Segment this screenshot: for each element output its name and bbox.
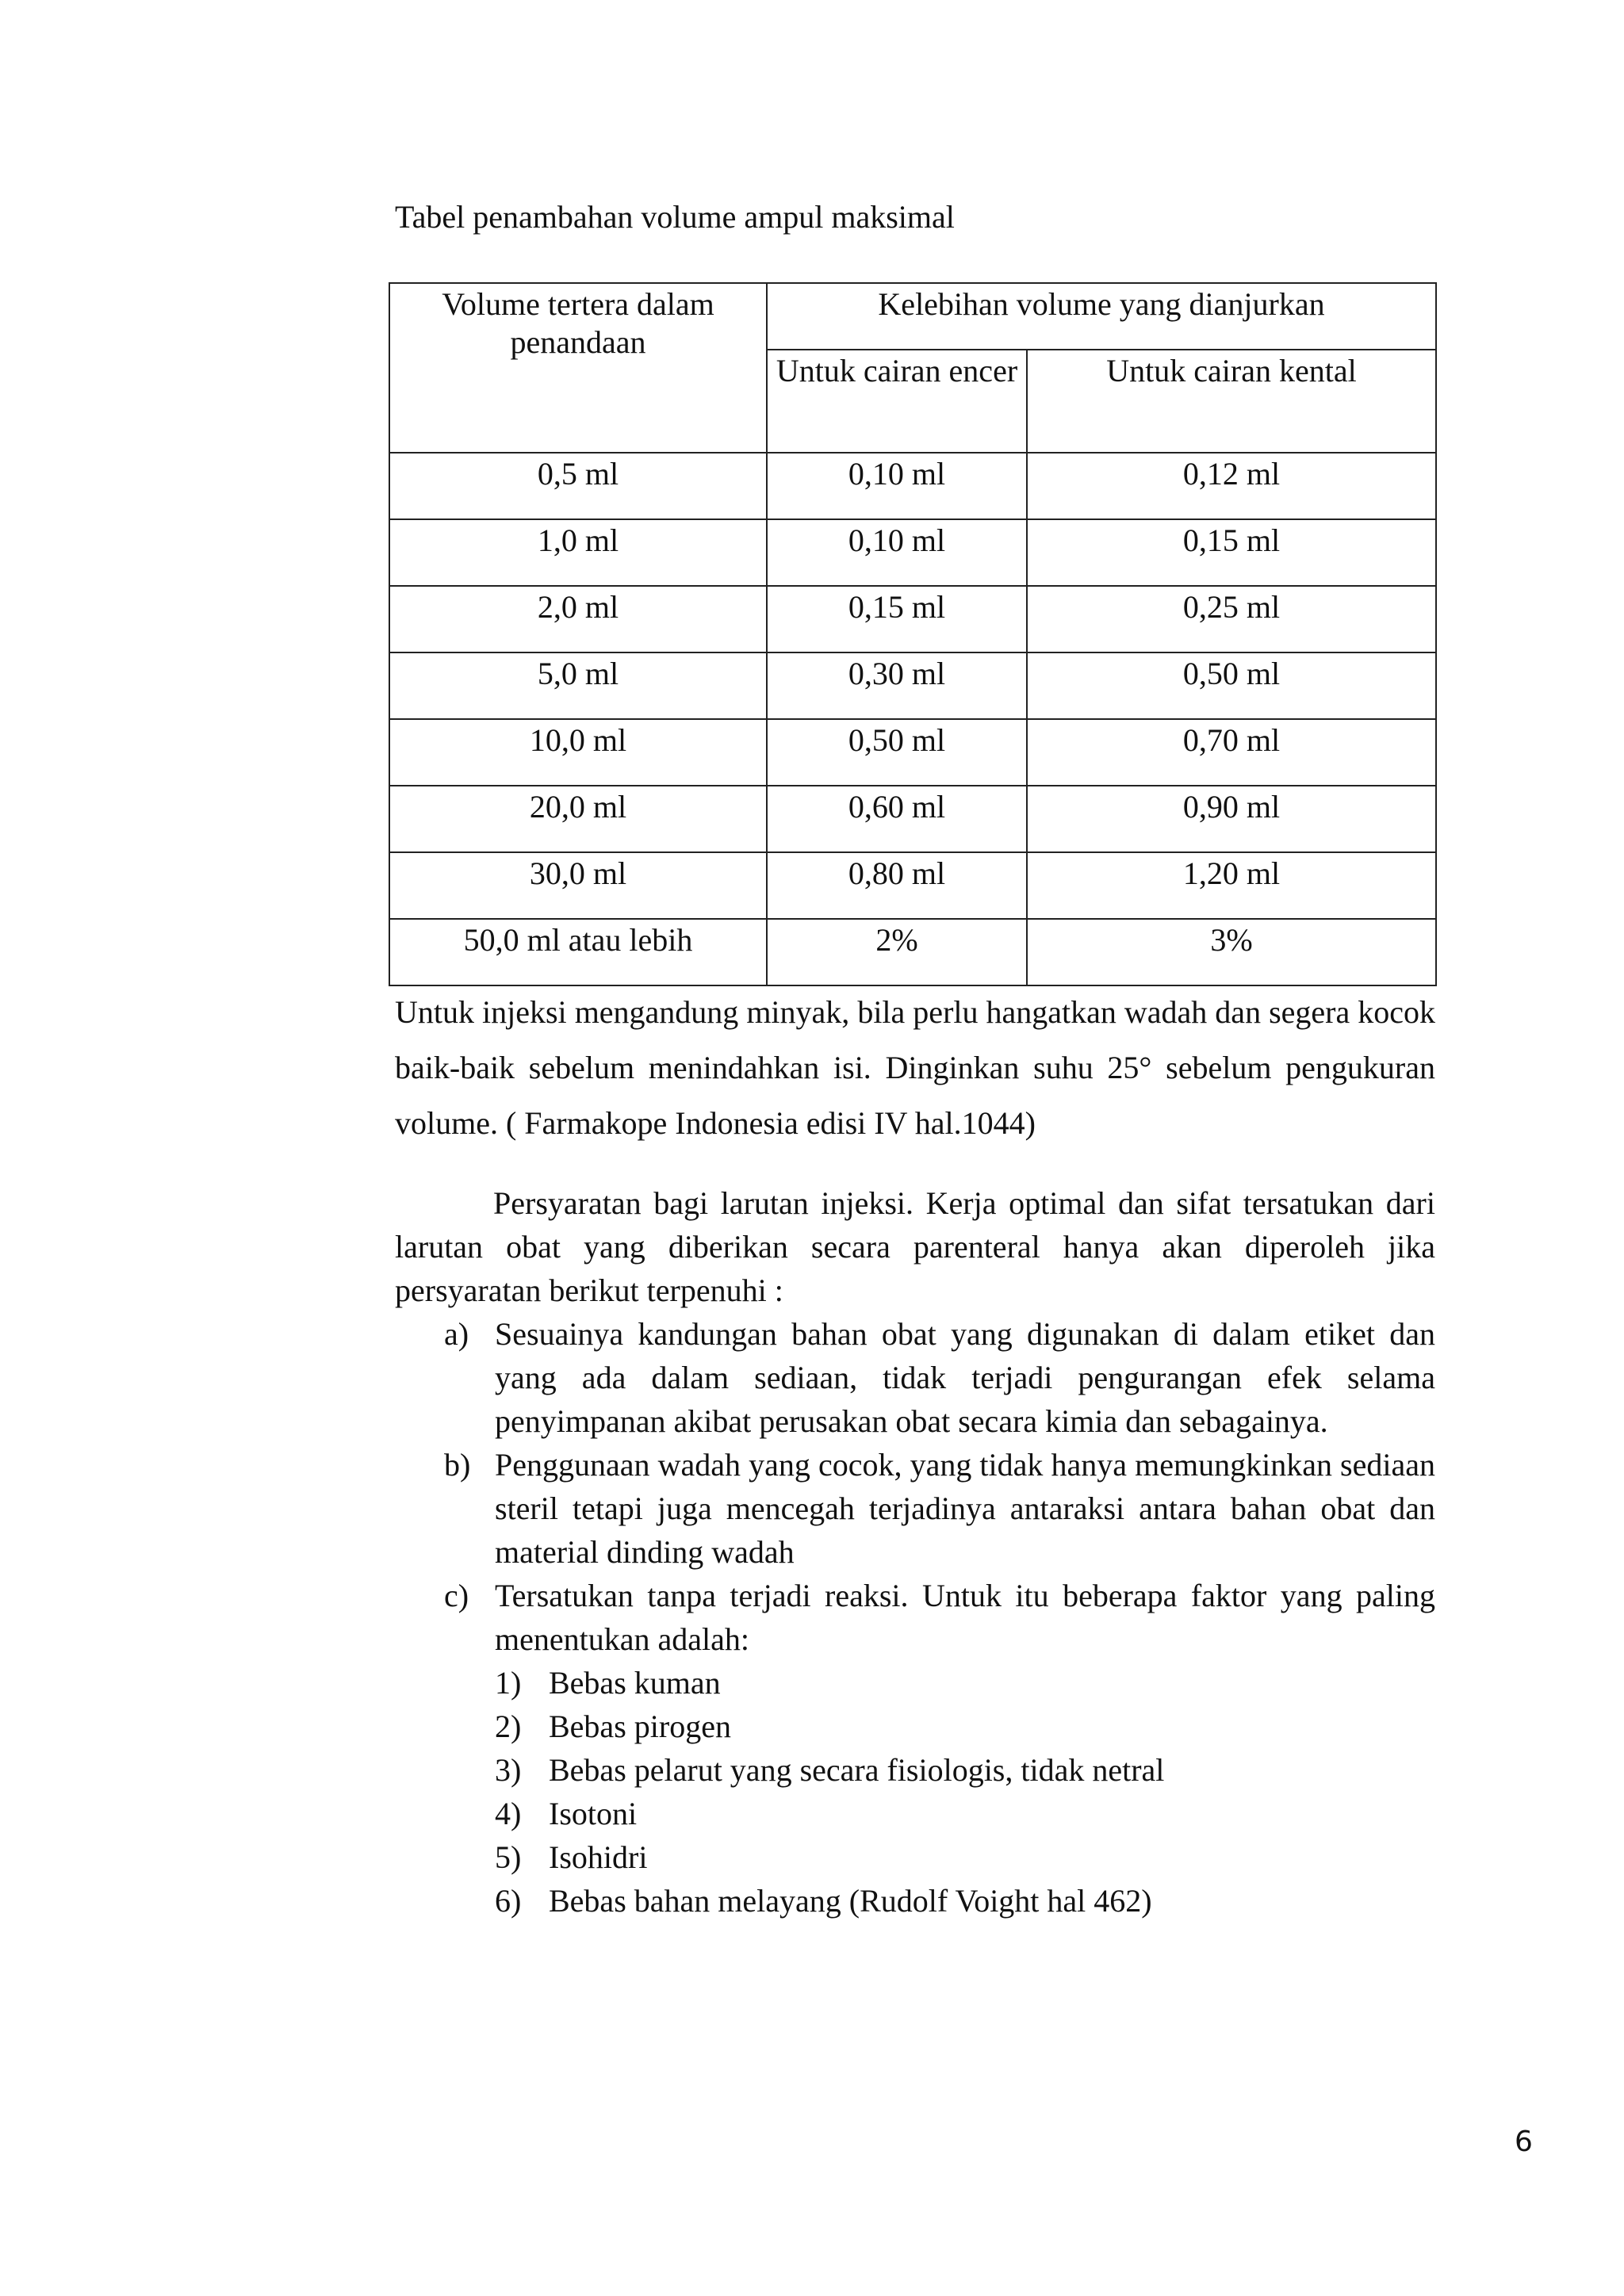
sub-requirement-item — [495, 1748, 1435, 1792]
cell-labeled-volume: 50,0 ml atau lebih — [389, 919, 767, 985]
cell-thin-excess: 0,80 ml — [767, 852, 1027, 919]
table-caption: Tabel penambahan volume ampul maksimal — [395, 199, 955, 235]
sub-requirement-text: Bebas bahan melayang (Rudolf Voight hal 462) — [549, 1883, 1152, 1919]
table-row — [389, 453, 1436, 519]
cell-viscous-excess: 0,70 ml — [1027, 719, 1436, 786]
cell-labeled-volume: 0,5 ml — [389, 453, 767, 519]
header-excess-volume: Kelebihan volume yang dianjurkan — [767, 283, 1436, 350]
sub-requirement-marker: 6) — [495, 1883, 522, 1919]
table-row — [389, 919, 1436, 985]
requirement-text: Tersatukan tanpa terjadi reaksi. Untuk itu beberapa faktor yang paling menentukan adalah: — [495, 1578, 1435, 1657]
requirement-text: Sesuainya kandungan bahan obat yang digunakan di dalam etiket dan yang ada dalam sediaan, tidak terjadi pengurangan efek selama penyimpanan akibat perusakan obat secara kimia dan sebagainya. — [495, 1316, 1435, 1439]
requirement-item — [395, 1443, 1435, 1574]
cell-thin-excess: 0,10 ml — [767, 519, 1027, 586]
sub-requirement-marker: 3) — [495, 1752, 522, 1788]
cell-viscous-excess: 0,90 ml — [1027, 786, 1436, 852]
ampoule-volume-table — [389, 282, 1437, 986]
sub-requirement-marker: 4) — [495, 1796, 522, 1831]
header-labeled-volume: Volume tertera dalam penandaan — [389, 283, 767, 453]
cell-viscous-excess: 0,15 ml — [1027, 519, 1436, 586]
sub-requirement-item — [495, 1661, 1435, 1705]
sub-requirement-item — [495, 1879, 1435, 1923]
sub-requirement-marker: 1) — [495, 1665, 522, 1701]
sub-requirement-text: Isotoni — [549, 1796, 638, 1831]
table-row — [389, 586, 1436, 652]
sub-requirement-item — [495, 1792, 1435, 1835]
requirement-marker: c) — [444, 1578, 469, 1613]
sub-requirement-item — [495, 1835, 1435, 1879]
table-row — [389, 719, 1436, 786]
header-viscous-liquid: Untuk cairan kental — [1027, 350, 1436, 453]
sub-requirement-text: Bebas kuman — [549, 1665, 721, 1701]
requirement-item — [395, 1574, 1435, 1923]
sub-requirement-text: Isohidri — [549, 1839, 648, 1875]
requirement-text: Penggunaan wadah yang cocok, yang tidak hanya memungkinkan sediaan steril tetapi juga mencegah terjadinya antaraksi antara bahan obat dan material dinding wadah — [495, 1447, 1435, 1570]
sub-requirements-list — [495, 1661, 1435, 1923]
table-row — [389, 652, 1436, 719]
cell-thin-excess: 0,10 ml — [767, 453, 1027, 519]
table-body — [389, 283, 1436, 985]
cell-viscous-excess: 0,25 ml — [1027, 586, 1436, 652]
requirements-list — [395, 1312, 1435, 1923]
cell-thin-excess: 0,60 ml — [767, 786, 1027, 852]
cell-thin-excess: 0,30 ml — [767, 652, 1027, 719]
table-row — [389, 786, 1436, 852]
requirement-marker: a) — [444, 1316, 469, 1352]
sub-requirement-marker: 5) — [495, 1839, 522, 1875]
sub-requirement-text: Bebas pirogen — [549, 1709, 731, 1744]
requirement-item — [395, 1312, 1435, 1443]
cell-labeled-volume: 20,0 ml — [389, 786, 767, 852]
cell-thin-excess: 2% — [767, 919, 1027, 985]
cell-labeled-volume: 10,0 ml — [389, 719, 767, 786]
cell-labeled-volume: 2,0 ml — [389, 586, 767, 652]
page-number: 6 — [1515, 2126, 1533, 2158]
cell-viscous-excess: 0,12 ml — [1027, 453, 1436, 519]
header-thin-liquid: Untuk cairan encer — [767, 350, 1027, 453]
sub-requirement-item — [495, 1705, 1435, 1748]
table-row — [389, 852, 1436, 919]
requirement-marker: b) — [444, 1447, 471, 1483]
cell-labeled-volume: 5,0 ml — [389, 652, 767, 719]
table-note: Untuk injeksi mengandung minyak, bila perlu hangatkan wadah dan segera kocok baik-baik sebelum menindahkan isi. Dinginkan suhu 25° sebelum pengukuran volume. ( Farmakope Indonesia edisi IV hal.1044) — [395, 994, 1435, 1141]
table-row — [389, 519, 1436, 586]
cell-viscous-excess: 3% — [1027, 919, 1436, 985]
cell-viscous-excess: 0,50 ml — [1027, 652, 1436, 719]
cell-thin-excess: 0,50 ml — [767, 719, 1027, 786]
cell-thin-excess: 0,15 ml — [767, 586, 1027, 652]
cell-labeled-volume: 30,0 ml — [389, 852, 767, 919]
cell-labeled-volume: 1,0 ml — [389, 519, 767, 586]
table-header-row — [389, 283, 1436, 350]
intro-paragraph: Persyaratan bagi larutan injeksi. Kerja optimal dan sifat tersatukan dari larutan obat yang diberikan secara parenteral hanya akan diperoleh jika persyaratan berikut terpenuhi : — [395, 1185, 1435, 1308]
sub-requirement-text: Bebas pelarut yang secara fisiologis, tidak netral — [549, 1752, 1165, 1788]
sub-requirement-marker: 2) — [495, 1709, 522, 1744]
cell-viscous-excess: 1,20 ml — [1027, 852, 1436, 919]
